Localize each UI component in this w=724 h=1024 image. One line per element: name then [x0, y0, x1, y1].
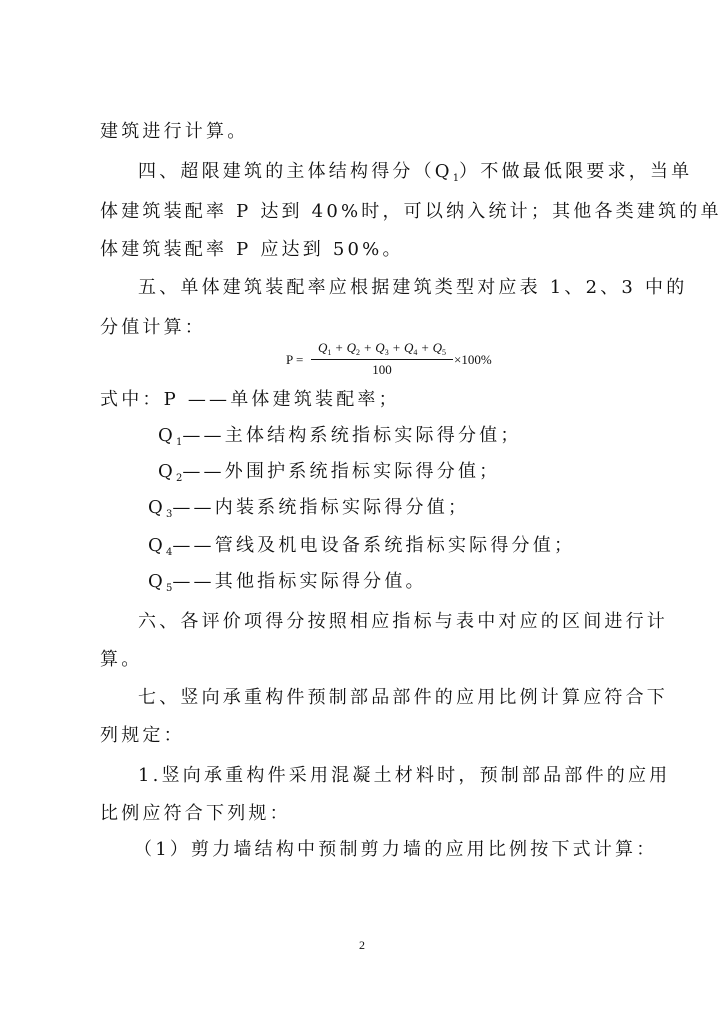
paragraph-seven-line-2: 列规定： [100, 725, 185, 746]
formula-lhs: P = [286, 352, 304, 367]
item-one-sub-one: （1）剪力墙结构中预制剪力墙的应用比例按下式计算： [134, 839, 658, 860]
text-line [138, 160, 692, 191]
subscript: 1 [452, 173, 460, 184]
text-span: ）不做最低限要求，当单 [459, 161, 693, 182]
formula-multiplier: ×100% [454, 352, 492, 367]
item-one-line-2: 比例应符合下列规： [100, 803, 291, 824]
paragraph-seven-line-1: 七、竖向承重构件预制部品部件的应用比例计算应符合下 [138, 687, 668, 708]
formula-numerator: $Q_1 + Q_2 + Q_3 + Q_4 + Q_5$ [311, 340, 453, 360]
text-line [138, 276, 687, 300]
text-span: 五、单体建筑装配率应根据建筑类型对应表 1、2、3 中的 [138, 277, 688, 298]
page-number: 2 [359, 938, 365, 952]
definition-q5: $Q_5——$其他指标实际得分值。 [148, 571, 427, 594]
text-span: 分值计算： [100, 317, 206, 338]
text-line [100, 238, 404, 262]
text-line [100, 316, 206, 340]
definition-q1: $Q_1——$主体结构系统指标实际得分值； [158, 425, 522, 448]
formula-denominator: 100 [372, 362, 392, 377]
text-span: 四、超限建筑的主体结构得分（Q [138, 161, 453, 182]
definition-intro [100, 388, 400, 412]
definition-q4: $Q_4——$管线及机电设备系统指标实际得分值； [148, 535, 576, 558]
text-span: 建筑进行计算。 [100, 121, 249, 142]
paragraph-six-line-2: 算。 [100, 649, 143, 670]
assembly-rate-formula [286, 340, 506, 384]
text-line [100, 200, 722, 224]
text-span: 体建筑装配率 P 应达到 50%。 [100, 239, 404, 260]
paragraph-six-line-1: 六、各评价项得分按照相应指标与表中对应的区间进行计 [138, 611, 668, 632]
text-line [100, 120, 248, 144]
definition-q3: $Q_3——$内装系统指标实际得分值； [148, 497, 470, 520]
item-one-line-1: 1.竖向承重构件采用混凝土材料时，预制部品部件的应用 [138, 765, 671, 786]
formula-fraction [311, 340, 453, 378]
definition-q2: $Q_2——$外围护系统指标实际得分值； [158, 461, 501, 484]
text-span: 体建筑装配率 P 达到 40%时，可以纳入统计；其他各类建筑的单 [100, 201, 722, 222]
text-span: 式中：P ——单体建筑装配率； [100, 389, 400, 410]
